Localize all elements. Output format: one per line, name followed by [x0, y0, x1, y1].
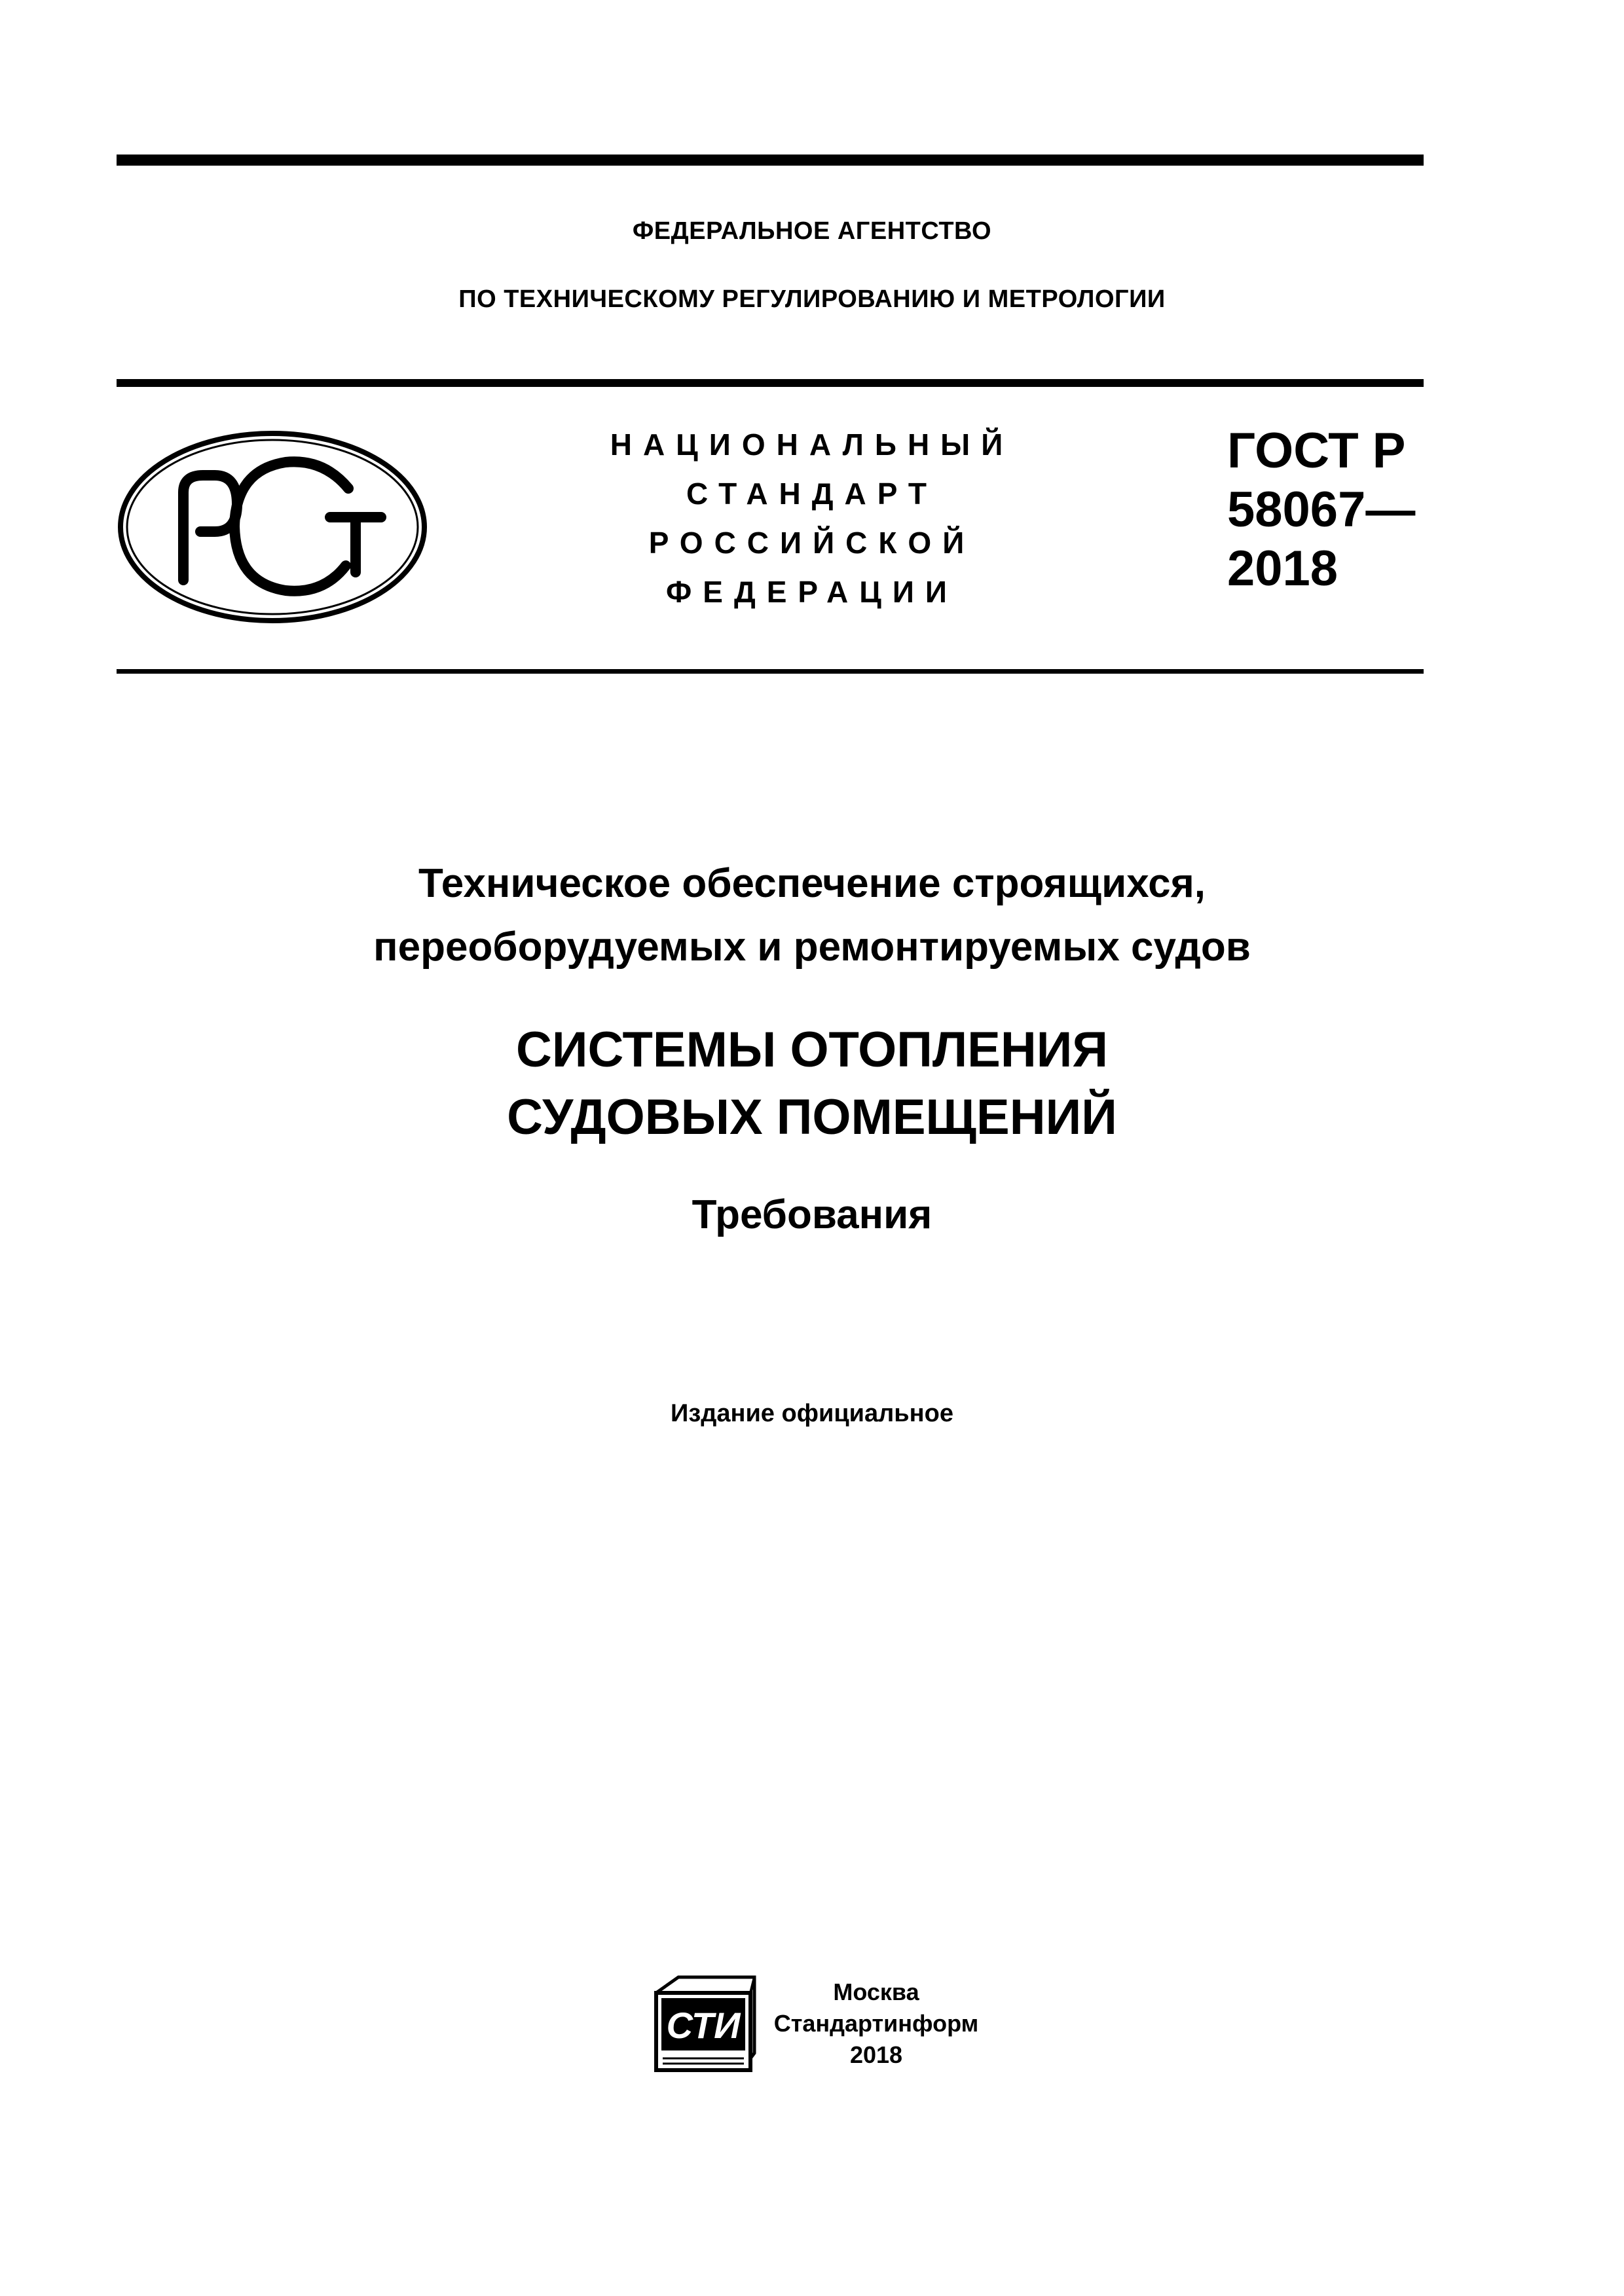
- standard-type-line-4: ФЕДЕРАЦИИ: [666, 575, 958, 609]
- designation-line-3: 2018: [1227, 541, 1338, 596]
- standard-type: [576, 420, 1048, 617]
- rst-certification-logo: [115, 428, 430, 626]
- title-line-1: Техническое обеспечение строящихся,: [418, 861, 1206, 906]
- subtitle: Требования: [692, 1192, 932, 1237]
- svg-text:СТИ: СТИ: [666, 2005, 741, 2046]
- edition-label: Издание официальное: [671, 1400, 953, 1427]
- designation-line-1: ГОСТ Р: [1227, 423, 1406, 479]
- bottom-rule: [117, 669, 1424, 674]
- main-title-line-2: СУДОВЫХ ПОМЕЩЕНИЙ: [507, 1089, 1117, 1145]
- agency-line-1: ФЕДЕРАЛЬНОЕ АГЕНТСТВО: [632, 217, 992, 245]
- main-title-line-1: СИСТЕМЫ ОТОПЛЕНИЯ: [516, 1022, 1108, 1078]
- agency-line-2: ПО ТЕХНИЧЕСКОМУ РЕГУЛИРОВАНИЮ И МЕТРОЛОГИИ: [458, 285, 1166, 313]
- middle-rule: [117, 379, 1424, 387]
- publisher-name: Стандартинформ: [773, 2010, 979, 2037]
- publisher-logo: [652, 1975, 758, 2073]
- standard-designation: [1227, 422, 1415, 598]
- top-rule: [117, 155, 1424, 166]
- standard-type-line-1: НАЦИОНАЛЬНЫЙ: [610, 428, 1014, 462]
- standard-type-line-2: СТАНДАРТ: [686, 477, 938, 511]
- title-line-2: переоборудуемых и ремонтируемых судов: [373, 924, 1251, 970]
- standard-type-line-3: РОССИЙСКОЙ: [648, 526, 976, 560]
- designation-line-2: 58067—: [1227, 482, 1416, 538]
- publisher-year: 2018: [849, 2041, 903, 2068]
- publisher-city: Москва: [833, 1978, 919, 2005]
